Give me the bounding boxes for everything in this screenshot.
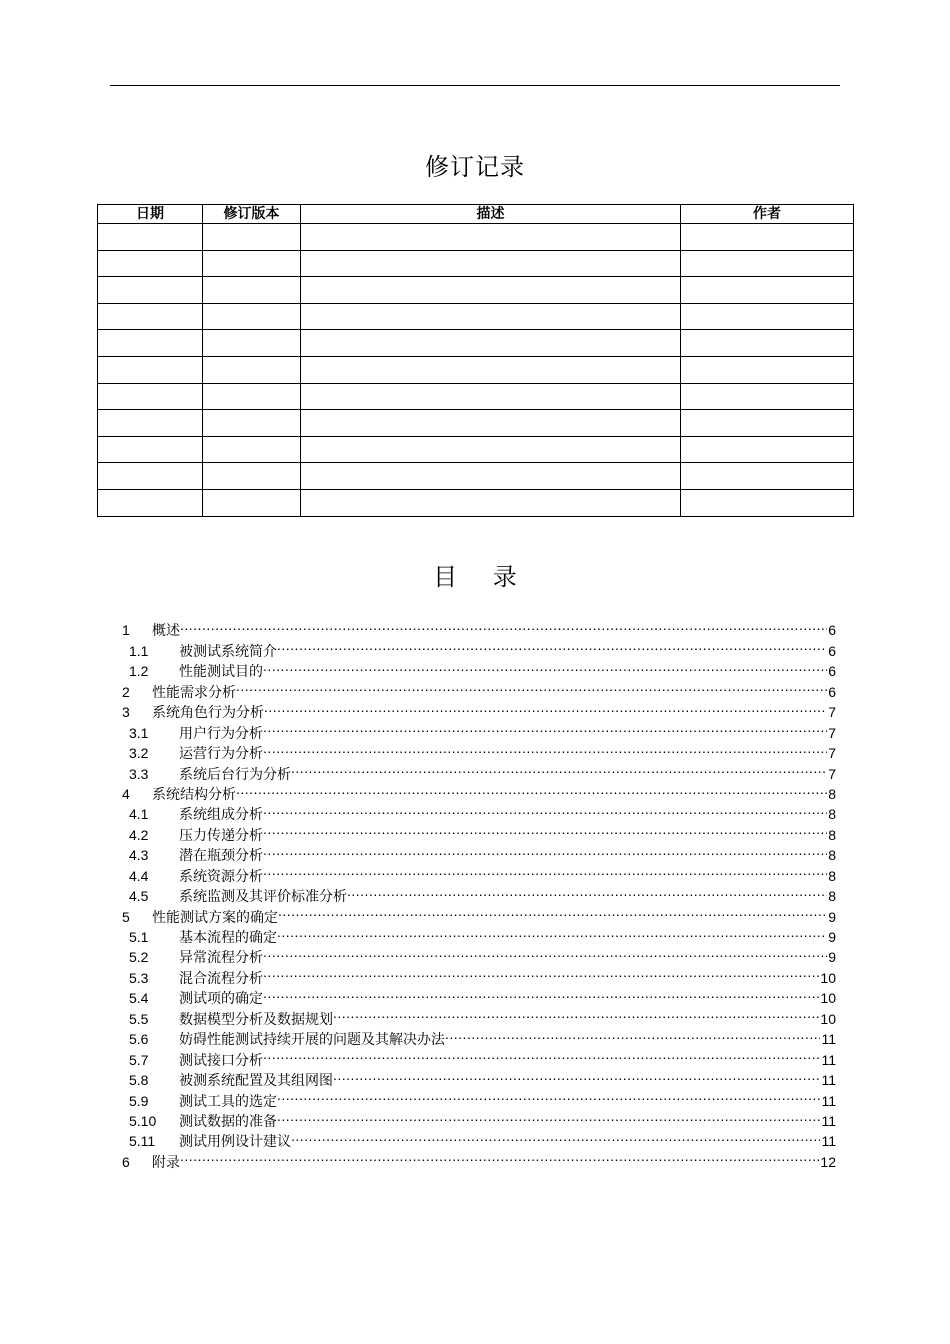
revision-cell	[681, 489, 854, 516]
toc-entry-page: 11	[821, 1051, 836, 1068]
revision-cell	[301, 224, 681, 251]
toc-entry-title: 测试项的确定	[179, 990, 263, 1007]
toc-leader-dots	[180, 1146, 819, 1166]
toc-entry-title: 系统后台行为分析	[179, 765, 291, 782]
toc-entry-number: 4.4	[129, 867, 149, 884]
revision-cell	[301, 330, 681, 357]
revision-row	[98, 489, 854, 516]
toc-leader-dots	[263, 840, 827, 860]
toc-entry-number: 5.8	[129, 1072, 149, 1089]
toc-entry-title: 系统组成分析	[179, 806, 263, 823]
toc-entry-page: 9	[828, 929, 836, 945]
toc-entry-page: 8	[828, 847, 836, 864]
toc-entry-page: 7	[828, 745, 836, 762]
revision-cell	[301, 277, 681, 304]
toc-entry-page: 7	[828, 765, 836, 782]
toc-entry-title: 潜在瓶颈分析	[179, 847, 263, 864]
toc-entry-title: 运营行为分析	[179, 745, 263, 762]
toc-entry-number: 3	[122, 704, 130, 721]
revision-cell	[98, 356, 203, 383]
toc-entry-page: 10	[820, 969, 836, 986]
revision-cell	[203, 250, 301, 277]
toc-leader-dots	[263, 799, 827, 819]
toc-leader-dots	[347, 881, 827, 901]
revision-cell	[301, 250, 681, 277]
revision-row	[98, 303, 854, 330]
toc-leader-dots	[263, 983, 819, 1003]
toc-entry-title: 附录	[152, 1153, 180, 1170]
toc-entry-page: 6	[828, 683, 836, 700]
toc-entry-number: 4.1	[129, 806, 149, 823]
toc-entry-number: 3.2	[129, 745, 149, 762]
toc-entry-number: 5	[122, 908, 130, 925]
toc-entry-number: 5.1	[129, 929, 149, 945]
toc-entry-title: 异常流程分析	[179, 949, 263, 966]
toc-entry-page: 6	[828, 622, 836, 639]
column-header-description: 描述	[301, 205, 681, 224]
toc-entry-page: 8	[828, 806, 836, 823]
toc-entry-number: 5.9	[129, 1092, 149, 1109]
revision-cell	[681, 463, 854, 490]
toc-leader-dots	[291, 758, 827, 778]
toc-entry-page: 10	[820, 1010, 836, 1027]
revision-cell	[98, 250, 203, 277]
toc-entry-number: 4.2	[129, 826, 149, 843]
toc-entry-number: 5.10	[129, 1112, 157, 1129]
toc-entry-number: 4	[122, 785, 130, 802]
revision-cell	[98, 489, 203, 516]
toc-entry-number: 1.2	[129, 663, 149, 680]
toc-leader-dots	[263, 860, 827, 880]
revision-cell	[301, 436, 681, 463]
toc-entry-number: 5.3	[129, 969, 149, 986]
toc-entry-page: 8	[828, 785, 836, 802]
toc-entry-page: 9	[828, 949, 836, 966]
toc-entry-page: 11	[821, 1112, 836, 1129]
revision-cell	[301, 489, 681, 516]
toc-leader-dots	[180, 615, 827, 635]
toc-leader-dots	[263, 656, 827, 676]
toc-leader-dots	[277, 635, 827, 655]
revision-cell	[301, 303, 681, 330]
revision-cell	[203, 489, 301, 516]
revision-cell	[681, 356, 854, 383]
revision-cell	[203, 356, 301, 383]
toc-leader-dots	[277, 1085, 820, 1105]
revision-row	[98, 224, 854, 251]
revision-cell	[301, 383, 681, 410]
toc-entry[interactable]	[122, 1146, 836, 1170]
toc-entry-number: 5.4	[129, 990, 149, 1007]
revision-cell	[681, 277, 854, 304]
toc-entry-page: 11	[821, 1031, 836, 1048]
toc-entry-page: 7	[828, 724, 836, 741]
toc-entry-title: 测试用例设计建议	[179, 1133, 291, 1150]
toc-entry-title: 系统结构分析	[152, 785, 236, 802]
toc-title: 目 录	[433, 563, 531, 591]
revision-cell	[98, 277, 203, 304]
toc-leader-dots	[263, 962, 819, 982]
toc-entry-title: 被测系统配置及其组网图	[179, 1072, 333, 1089]
toc-entry-number: 1	[122, 622, 130, 639]
revision-row	[98, 356, 854, 383]
toc-entry-number: 2	[122, 683, 130, 700]
toc-entry-title: 数据模型分析及数据规划	[179, 1010, 333, 1027]
toc-entry-page: 11	[821, 1072, 836, 1089]
toc-entry-title: 测试接口分析	[179, 1051, 263, 1068]
toc-leader-dots	[278, 901, 827, 921]
toc-entry-title: 压力传递分析	[179, 826, 263, 843]
toc-entry-page: 11	[821, 1092, 836, 1109]
toc-leader-dots	[236, 676, 827, 696]
toc-entry-page: 10	[820, 990, 836, 1007]
toc-entry-title: 性能测试目的	[179, 663, 263, 680]
toc-entry-title: 概述	[152, 622, 180, 639]
revision-cell	[98, 436, 203, 463]
toc-entry-title: 系统角色行为分析	[152, 704, 264, 721]
toc-entry-page: 12	[820, 1153, 836, 1170]
toc-entry-number: 4.5	[129, 888, 149, 905]
revision-cell	[681, 224, 854, 251]
toc-leader-dots	[445, 1024, 820, 1044]
table-of-contents	[122, 615, 836, 1170]
toc-entry-title: 性能需求分析	[152, 683, 236, 700]
toc-entry-page: 8	[828, 826, 836, 843]
revision-row	[98, 383, 854, 410]
toc-entry-page: 11	[821, 1133, 836, 1150]
toc-entry-title: 妨碍性能测试持续开展的问题及其解决办法	[179, 1031, 445, 1048]
toc-entry[interactable]	[122, 615, 836, 639]
revision-cell	[98, 383, 203, 410]
revision-table	[97, 204, 854, 517]
toc-entry-number: 6	[122, 1153, 130, 1170]
revision-cell	[681, 250, 854, 277]
column-header-author: 作者	[681, 205, 854, 224]
revision-row	[98, 330, 854, 357]
toc-entry-number: 5.5	[129, 1010, 149, 1027]
toc-leader-dots	[236, 779, 827, 799]
revision-cell	[98, 224, 203, 251]
revision-cell	[301, 463, 681, 490]
revision-cell	[98, 303, 203, 330]
toc-entry-number: 1.1	[129, 642, 149, 659]
column-header-date: 日期	[98, 205, 203, 224]
toc-entry-page: 6	[828, 663, 836, 680]
toc-entry-title: 测试工具的选定	[179, 1092, 277, 1109]
revision-cell	[203, 330, 301, 357]
revision-cell	[203, 383, 301, 410]
toc-entry-title: 基本流程的确定	[179, 929, 277, 945]
toc-leader-dots	[277, 1106, 820, 1126]
toc-leader-dots	[263, 819, 827, 839]
revision-cell	[203, 463, 301, 490]
toc-leader-dots	[263, 942, 827, 962]
toc-leader-dots	[263, 717, 827, 737]
toc-entry-title: 混合流程分析	[179, 969, 263, 986]
revision-cell	[203, 436, 301, 463]
toc-leader-dots	[263, 1044, 820, 1064]
revision-title: 修订记录	[425, 153, 525, 181]
toc-entry-number: 5.7	[129, 1051, 149, 1068]
toc-entry[interactable]	[122, 635, 836, 659]
toc-leader-dots	[277, 922, 827, 942]
toc-entry-title: 被测试系统简介	[179, 642, 277, 659]
toc-entry-title: 系统监测及其评价标准分析	[179, 888, 347, 905]
revision-cell	[98, 410, 203, 437]
revision-cell	[98, 463, 203, 490]
revision-cell	[681, 330, 854, 357]
toc-entry-page: 6	[828, 642, 836, 659]
header-rule	[110, 85, 840, 86]
revision-cell	[98, 330, 203, 357]
toc-entry-page: 8	[828, 867, 836, 884]
revision-cell	[203, 410, 301, 437]
revision-row	[98, 250, 854, 277]
toc-entry-number: 5.6	[129, 1031, 149, 1048]
revision-cell	[681, 303, 854, 330]
toc-leader-dots	[263, 738, 827, 758]
revision-row	[98, 410, 854, 437]
toc-entry-title: 性能测试方案的确定	[152, 908, 278, 925]
revision-cell	[681, 383, 854, 410]
toc-entry-title: 系统资源分析	[179, 867, 263, 884]
toc-entry-number: 5.2	[129, 949, 149, 966]
revision-cell	[681, 436, 854, 463]
revision-cell	[203, 303, 301, 330]
toc-entry-number: 3.1	[129, 724, 149, 741]
revision-cell	[301, 356, 681, 383]
toc-entry-number: 3.3	[129, 765, 149, 782]
toc-entry-page: 8	[828, 888, 836, 905]
toc-entry-page: 9	[828, 908, 836, 925]
revision-cell	[203, 277, 301, 304]
revision-cell	[203, 224, 301, 251]
toc-leader-dots	[291, 1126, 820, 1146]
revision-header-row	[98, 205, 854, 224]
revision-cell	[301, 410, 681, 437]
revision-row	[98, 277, 854, 304]
toc-leader-dots	[333, 1003, 819, 1023]
revision-row	[98, 436, 854, 463]
toc-entry-title: 测试数据的准备	[179, 1112, 277, 1129]
toc-leader-dots	[264, 697, 827, 717]
revision-cell	[681, 410, 854, 437]
revision-row	[98, 463, 854, 490]
column-header-version: 修订版本	[203, 205, 301, 224]
toc-entry-number: 4.3	[129, 847, 149, 864]
toc-leader-dots	[333, 1065, 820, 1085]
toc-entry-number: 5.11	[129, 1133, 156, 1150]
toc-entry-page: 7	[828, 704, 836, 721]
toc-entry-title: 用户行为分析	[179, 724, 263, 741]
